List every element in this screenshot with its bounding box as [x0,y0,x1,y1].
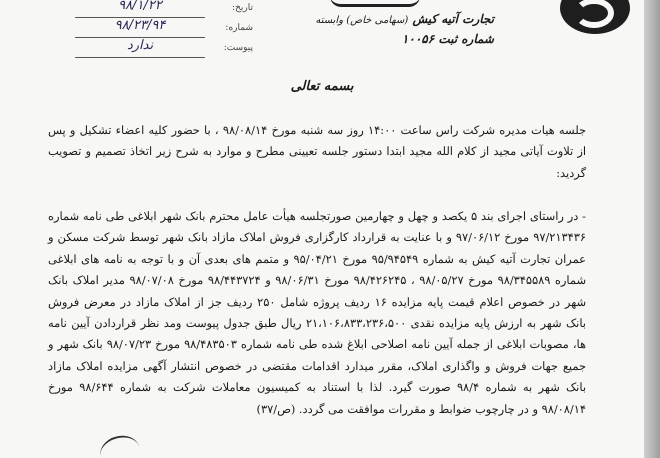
meta-date-value: ۹۸/۱/۲۲ [118,0,162,13]
company-name-line [315,10,494,30]
meta-attachment-label: پیوست: [223,43,253,53]
meta-number-label: شماره: [225,23,253,33]
paragraph-intro: جلسه هیات مدیره شرکت راس ساعت ۱۴:۰۰ روز سه شنبه مورخ ۹۸/۰۸/۱۴ ، با حضور کلیه اعضاء تشکیل و پس از تلاوت آیاتی مجید از کلام الله مجید ابتدا دستور جلسه تعیینی مطرح و موارد به شرح زیر اتخاذ تصمیم و تصویب گردید: [48,123,587,180]
document-title: بسمه تعالی [290,79,354,94]
signature-mark [97,431,144,458]
meta-number-row [75,18,253,38]
company-logo-icon [560,0,630,34]
handwritten-stroke [330,0,420,7]
meta-number-value: ۹۸/۲۳/۹۴ [114,18,166,33]
registration-number: شماره ثبت ۱۰۰۵۶ [401,32,494,46]
meta-attachment-row [75,38,253,58]
company-type: (سهامی خاص) وابسته [315,15,409,26]
letter-meta [75,0,253,58]
meta-date-label: تاریخ: [232,3,253,13]
company-name: تجارت آتیه کیش [412,12,494,26]
meta-date-row [75,0,253,18]
page-edge-shadow [644,0,660,458]
meta-attachment-value: ندارد [126,38,154,53]
paragraph-resolution: - در راستای اجرای بند ۵ یکصد و چهل و چهارمین صورتجلسه هیأت عامل محترم بانک شهر ابلاغی طی نامه شماره ۹۷/۲۱۳۴۳۶ مورخ ۹۷/۰۶/۱۲ و با عنایت به قرارداد کارگزاری فروش املاک مازاد بانک شهر توسط شرکت مسکن و عمران تجارت آتیه کیش به شماره ۹۵/۹۴۵۴۹ مورخ ۹۵/۰۴/۲۱ و متمم های بعدی آن و با توجه به نامه های ابلاغی شماره ۹۸/۳۴۵۵۸۹ مورخ ۹۸/۰۵/۲۷ ، ۹۸/۴۲۶۲۴۵ مورخ ۹۸/۰۶/۳۱ و ۹۸/۴۴۳۷۲۴ مورخ ۹۸/۰۷/۰۸ مدیر املاک بانک شهر در خصوص اعلام قیمت پایه مزایده ۱۶ ردیف پروژه شامل ۲۵۰ ردیف جز از املاک مازاد در معرض فروش بانک شهر به ارزش پایه مزایده نقدی ۲۱،۱۰۶،۸۳۳،۲۳۶،۵۰۰ ریال طبق جدول پیوست ومد نظر قراردادن آیین نامه ها، مصوبات ابلاغی از جمله آیین نامه اصلاحی ابلاغ شده طی نامه شماره ۹۸/۴۸۳۵۰۳ مورخ ۹۸/۰۷/۲۳ بانک شهر و جمیع جهات فروش و واگذاری املاک، مقرر میدارد اقدامات مقتضی در خصوص انتشار آگهی مزایده املاک مازاد بانک شهر به شماره ۹۸/۴ صورت گیرد. لذا با استناد به کمیسیون معاملات شرکت به شماره ۹۸/۶۴۴ مورخ ۹۸/۰۸/۱۴ و در چارچوب ضوابط و مقررات موافقت می گردد. (ص/۳۷) [48,209,587,416]
letterhead [315,10,494,48]
